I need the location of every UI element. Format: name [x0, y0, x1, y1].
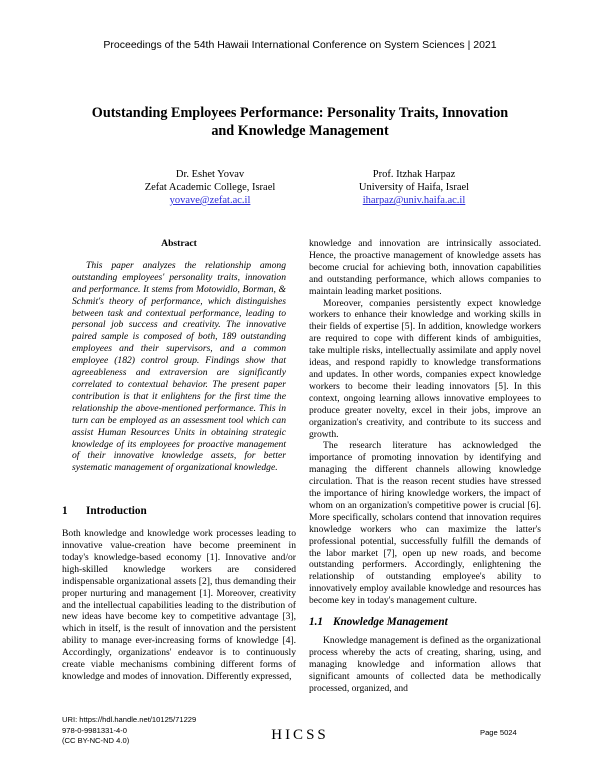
left-column: [62, 238, 296, 683]
body-paragraph: The research literature has acknowledged the importance of promoting innovation by identifying and managing the different channels allowing knowledge circulation. That is the reason recent studies have stressed the importance of hiring knowledge workers, the impact of whom on an organization's competitive power is crucial [6]. More specifically, scholars contend that innovation requires knowledge workers who can maximize the latter's professional potential, successfully fulfill the demands of the labor market [7], open up new roads, and become outstanding performers. Accordingly, enlightening the relationship of outstanding employee's ability to innovatively employ available knowledge and resources has become key in today's management culture.: [309, 440, 541, 607]
body-paragraph: Moreover, companies persistently expect knowledge workers to enhance their knowledge and working skills in their fields of expertise [5]. In addition, knowledge workers are required to cope with different kinds of ambiguities, take multiple risks, intellectually assimilate and apply novel ideas, and respond rapidly to knowledge transformations and updates. In other words, companies expect knowledge workers to become their leading innovators [5]. In this context, ongoing learning allows innovative employees to produce greater novelty, excel in their jobs, improve an organization's creativity, and contribute to its success and growth.: [309, 297, 541, 440]
footer-metadata: [62, 715, 196, 747]
body-paragraph: Knowledge management is defined as the organizational process whereby the acts of creating, sharing, using, and managing knowledge and information allows that significant amounts of collected data be methodically processed, organized, and: [309, 635, 541, 694]
proceedings-header: Proceedings of the 54th Hawaii International Conference on System Sciences | 2021: [103, 39, 497, 51]
author-affiliation: University of Haifa, Israel: [358, 182, 470, 193]
section-title: Introduction: [86, 505, 147, 518]
page-number: Page 5024: [480, 728, 517, 737]
subsection-title: Knowledge Management: [333, 616, 448, 629]
footer-isbn: 978-0-9981331-4-0: [62, 725, 128, 735]
intro-paragraph: Both knowledge and knowledge work processes leading to innovative value-creation have become preeminent in today's knowledge-based economy [1]. Innovative and/or high-skilled knowledge workers are considered indispensable organizational assets [2], thus demanding their proper nurturing and management [1]. Moreover, creativity and the intellectual capabilities leading to the distribution of new ideas have become key to competitive advantage [3], which in itself, is the result of innovation and the persistent ability to manage ever-increasing forms of knowledge [4]. Accordingly, organizations' endeavor is to continuously create viable mechanisms combining different forms of knowledge and modes of innovation. Differently expressed,: [62, 528, 296, 682]
author-affiliation: Zefat Academic College, Israel: [144, 182, 276, 193]
footer-uri: URI: https://hdl.handle.net/10125/71229: [62, 715, 197, 724]
author-block-1: [100, 168, 320, 207]
author-name: Prof. Itzhak Harpaz: [372, 169, 456, 180]
footer-license: (CC BY-NC-ND 4.0): [62, 736, 130, 745]
author-email-link[interactable]: yovave@zefat.ac.il: [169, 195, 251, 206]
author-email-link[interactable]: iharpaz@univ.haifa.ac.il: [362, 195, 466, 206]
author-name: Dr. Eshet Yovav: [175, 169, 245, 180]
abstract-text: This paper analyzes the relationship among outstanding employees' personality traits, innovation and performance. It stems from Motowidlo, Borman, & Schmit's theory of performance, which distinguishes between task and contextual performance, leading to personal job success and creativity. The innovative paired sample is composed of both, 189 outstanding employees and their supervisors, and a common employee (182) control group. Findings show that agreeableness and extraversion are significantly correlated to contextual behavior. The present paper contribution is that it enlightens for the first time the relationship the above-mentioned performance. This in turn can be employed as an assessment tool which can assist Human Resources Units in obtaining strategic knowledge of its employees for proactive management of their innovative knowledge assets, for better systematic management of organizational knowledge.: [72, 259, 286, 474]
section-number: 1: [62, 505, 68, 518]
subsection-heading-knowledge-management: [309, 617, 541, 629]
subsection-number: 1.1: [309, 616, 323, 629]
abstract-heading: Abstract: [161, 238, 197, 249]
section-heading-introduction: [62, 506, 296, 518]
right-column: [309, 238, 541, 695]
paper-title: Outstanding Employees Performance: Personality Traits, Innovation and Knowledge Management: [91, 105, 509, 139]
hicss-logo: HICSS: [271, 727, 329, 743]
body-paragraph: knowledge and innovation are intrinsically associated. Hence, the proactive management of knowledge assets has become crucial for achieving both, innovation capabilities and outstanding performance, which allows companies to maintain leading market positions.: [309, 238, 541, 297]
author-block-2: [304, 168, 524, 207]
